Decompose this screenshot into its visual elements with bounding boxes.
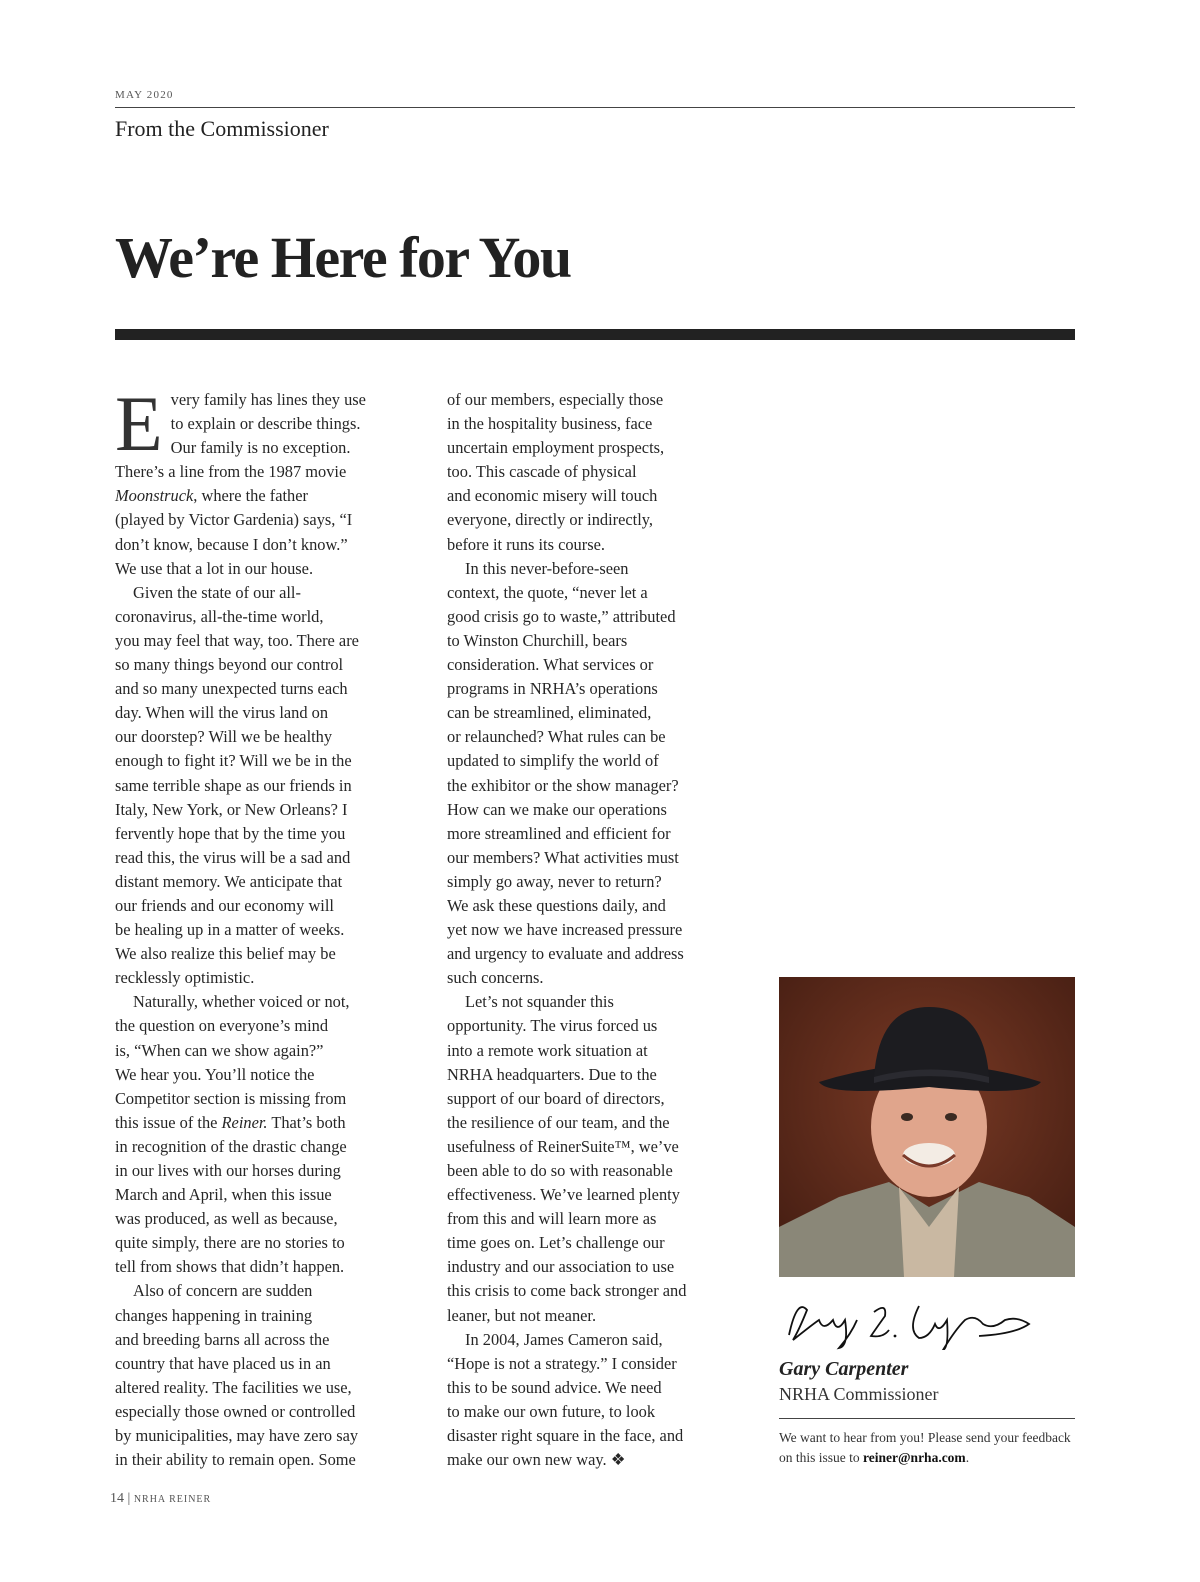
article-line: of our members, especially those — [447, 390, 664, 409]
article-line: our members? What activities must — [447, 847, 679, 867]
article-line: distant memory. We anticipate that — [115, 871, 343, 891]
article-line — [115, 484, 415, 508]
article-line: too. This cascade of physical — [447, 462, 637, 482]
article-line: this to be sound advice. We need — [447, 1377, 662, 1397]
feedback-email-link[interactable]: reiner@nrha.com — [863, 1450, 966, 1465]
article-line: was produced, as well as because, — [115, 1209, 338, 1229]
article-line: Naturally, whether voiced or not, — [133, 992, 350, 1012]
article-line: Italy, New York, or New Orleans? I — [115, 799, 348, 819]
magazine-title: Reiner. — [221, 1112, 268, 1132]
article-line: Our family is no exception. — [170, 438, 351, 458]
article-line: context, the quote, “never let a — [447, 582, 648, 602]
article-line: in the hospitality business, face — [447, 414, 653, 434]
article-line: you may feel that way, too. There are — [115, 630, 359, 650]
article-line: yet now we have increased pressure — [447, 920, 683, 940]
article-line: We also realize this belief may be — [115, 944, 336, 964]
article-line: the exhibitor or the show manager? — [447, 775, 679, 795]
signature — [779, 1290, 1039, 1350]
article-line: support of our board of directors, — [447, 1088, 665, 1108]
article-line: to explain or describe things. — [170, 414, 361, 434]
article-line: same terrible shape as our friends in — [115, 775, 352, 795]
article-line: We hear you. You’ll notice the — [115, 1064, 315, 1084]
article-line: such concerns. — [447, 968, 544, 988]
article-line: recklessly optimistic. — [115, 968, 255, 988]
article-line: In this never-before-seen — [465, 558, 629, 578]
article-line: read this, the virus will be a sad and — [115, 847, 351, 867]
article-line: make our own new way. ❖ — [447, 1450, 626, 1470]
article-line: “Hope is not a strategy.” I consider — [447, 1353, 677, 1373]
article-line: Given the state of our all- — [133, 582, 301, 602]
article-line: to make our own future, to look — [447, 1401, 656, 1421]
article-line: don’t know, because I don’t know.” — [115, 534, 348, 554]
article-line: so many things beyond our control — [115, 655, 344, 675]
article-text: , where the father — [193, 486, 308, 506]
article-line: disaster right square in the face, and — [447, 1426, 684, 1446]
page-footer — [110, 1491, 211, 1507]
article-line: country that have placed us in an — [115, 1353, 331, 1373]
article-text: That’s both — [267, 1112, 346, 1132]
article-line: programs in NRHA’s operations — [447, 679, 658, 699]
article-line: and economic misery will touch — [447, 486, 658, 506]
header-divider — [115, 107, 1075, 108]
article-line: our friends and our economy will — [115, 895, 334, 915]
article-line: time goes on. Let’s challenge our — [447, 1233, 665, 1253]
article-line — [115, 1111, 415, 1135]
article-line: the resilience of our team, and the — [447, 1112, 670, 1132]
article-line: uncertain employment prospects, — [447, 438, 665, 458]
article-line: and breeding barns all across the — [115, 1329, 330, 1349]
article-line: updated to simplify the world of — [447, 751, 659, 771]
article-line: our doorstep? Will we be healthy — [115, 727, 333, 747]
article-line: Competitor section is missing from — [115, 1088, 347, 1108]
article-line: In 2004, James Cameron said, — [465, 1329, 663, 1349]
sidebar-divider — [779, 1418, 1075, 1419]
footer-separator: | — [124, 1491, 134, 1506]
article-line: good crisis go to waste,” attributed — [447, 606, 676, 626]
article-text: this issue of the — [115, 1112, 222, 1132]
article-line: There’s a line from the 1987 movie — [115, 462, 347, 482]
article-line: enough to fight it? Will we be in the — [115, 751, 352, 771]
movie-title: Moonstruck — [115, 486, 194, 506]
article-line: can be streamlined, eliminated, — [447, 703, 652, 723]
article-line: before it runs its course. — [447, 534, 605, 554]
article-line: into a remote work situation at — [447, 1040, 648, 1060]
article-line: usefulness of ReinerSuite™, we’ve — [447, 1136, 679, 1156]
article-line: and so many unexpected turns each — [115, 679, 348, 699]
article-line: opportunity. The virus forced us — [447, 1016, 658, 1036]
article-column-1 — [115, 380, 415, 1472]
article-line: be healing up in a matter of weeks. — [115, 920, 345, 940]
article-line: NRHA headquarters. Due to the — [447, 1064, 657, 1084]
article-line: tell from shows that didn’t happen. — [115, 1257, 345, 1277]
article-line: and urgency to evaluate and address — [447, 944, 684, 964]
author-name: Gary Carpenter — [779, 1358, 909, 1380]
article-line: in recognition of the drastic change — [115, 1136, 347, 1156]
headline-divider — [115, 329, 1075, 340]
article-column-2 — [447, 388, 749, 1472]
article-line: effectiveness. We’ve learned plenty — [447, 1185, 680, 1205]
article-line: everyone, directly or indirectly, — [447, 510, 654, 530]
article-line: coronavirus, all-the-time world, — [115, 606, 324, 626]
issue-date: MAY 2020 — [115, 89, 174, 101]
article-line: (played by Victor Gardenia) says, “I — [115, 510, 353, 530]
author-title: NRHA Commissioner — [779, 1384, 939, 1404]
article-line: been able to do so with reasonable — [447, 1161, 673, 1180]
article-line: the question on everyone’s mind — [115, 1016, 329, 1036]
article-line: very family has lines they use — [170, 390, 366, 409]
article-line: more streamlined and efficient for — [447, 823, 671, 843]
article-line: consideration. What services or — [447, 655, 654, 675]
article-line: is, “When can we show again?” — [115, 1040, 324, 1060]
article-line: Let’s not squander this — [465, 992, 614, 1012]
article-line: or relaunched? What rules can be — [447, 727, 666, 747]
publication-name: NRHA REINER — [133, 1494, 212, 1505]
feedback-text: We want to hear from you! Please send your feedback on this issue to — [779, 1430, 1071, 1465]
article-line: changes happening in training — [115, 1305, 313, 1325]
feedback-period: . — [965, 1450, 970, 1465]
article-line: from this and will learn more as — [447, 1209, 657, 1229]
article-line: quite simply, there are no stories to — [115, 1233, 345, 1253]
author-photo — [779, 977, 1075, 1277]
page-number: 14 — [110, 1491, 124, 1506]
article-line: by municipalities, may have zero say — [115, 1426, 359, 1446]
section-title: From the Commissioner — [115, 116, 329, 141]
feedback-note — [779, 1428, 1079, 1468]
drop-cap: E — [115, 380, 163, 467]
article-line: industry and our association to use — [447, 1257, 675, 1277]
article-line: altered reality. The facilities we use, — [115, 1377, 352, 1397]
article-line: this crisis to come back stronger and — [447, 1281, 687, 1301]
article-line: especially those owned or controlled — [115, 1401, 356, 1421]
commissioner-portrait — [779, 977, 1075, 1277]
article-line: to Winston Churchill, bears — [447, 630, 628, 650]
article-line: fervently hope that by the time you — [115, 823, 346, 843]
article-line: simply go away, never to return? — [447, 871, 662, 891]
article-line: We use that a lot in our house. — [115, 558, 314, 578]
article-line: March and April, when this issue — [115, 1185, 332, 1205]
article-line: leaner, but not meaner. — [447, 1305, 597, 1325]
article-line: in our lives with our horses during — [115, 1161, 341, 1180]
article-headline: We’re Here for You — [115, 225, 571, 290]
article-line: We ask these questions daily, and — [447, 895, 666, 915]
article-line: How can we make our operations — [447, 799, 667, 819]
article-line: in their ability to remain open. Some — [115, 1450, 356, 1470]
article-line: day. When will the virus land on — [115, 703, 329, 723]
article-line: Also of concern are sudden — [133, 1281, 313, 1301]
